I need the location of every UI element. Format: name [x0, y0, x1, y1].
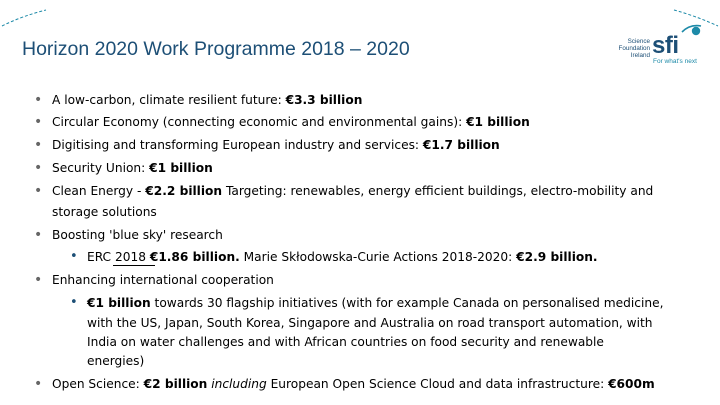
bullet-amount: €2 billion	[143, 377, 208, 391]
bullet-amount: €1 billion	[149, 161, 213, 175]
bullet-item-7: Enhancing international cooperation	[52, 273, 274, 287]
sub-bullet-item-7-1-line-4: energies)	[87, 354, 145, 368]
bullet-text: Targeting: renewables, energy efficient buildings, electro-mobility and	[222, 184, 654, 198]
sub-bullet-item-7-1	[87, 295, 663, 311]
bullet-text: Circular Economy (connecting economic and environmental gains):	[52, 115, 467, 129]
bullet-item-5	[52, 183, 653, 199]
bullet-amount: €2.2 billion	[145, 184, 223, 198]
bullet-italic-text: including	[207, 377, 267, 391]
bullet-item-4	[52, 160, 213, 176]
org-line-1: Science	[627, 38, 650, 45]
bullet-marker: •	[34, 183, 43, 199]
bullet-item-6: Boosting 'blue sky' research	[52, 228, 223, 242]
bullet-text: Marie Skłodowska-Curie Actions 2018-2020:	[239, 250, 517, 264]
bullet-amount: €600m	[608, 377, 655, 391]
bullet-marker: •	[34, 137, 43, 153]
bullet-marker: •	[34, 92, 43, 108]
bullet-marker: •	[34, 227, 43, 243]
bullet-text: Security Union:	[52, 161, 150, 175]
sub-bullet-item-7-1-line-3: India on water challenges and with African countries on food security and renewable	[87, 335, 604, 349]
sub-bullet-item-6-1	[87, 249, 598, 265]
bullet-text: A low-carbon, climate resilient future:	[52, 93, 286, 107]
bullet-amount: €1 billion	[466, 115, 530, 129]
bullet-text: European Open Science Cloud and data infrastructure:	[266, 377, 609, 391]
bullet-marker: •	[34, 376, 43, 392]
bullet-marker: •	[34, 272, 43, 288]
org-line-3: Ireland	[630, 52, 650, 60]
strikethrough-line	[113, 265, 155, 266]
bullet-amount: €2.9 billion.	[516, 250, 598, 264]
bullet-item-8	[52, 376, 655, 392]
sub-bullet-marker: •	[70, 295, 78, 310]
bullet-marker: •	[34, 160, 43, 176]
sfi-brand: sfi	[652, 32, 679, 59]
bullet-amount: €3.3 billion	[285, 93, 363, 107]
bullet-text: Digitising and transforming European industry and services:	[52, 138, 423, 152]
sfi-tagline: For what's next	[653, 58, 697, 65]
bullet-item-1	[52, 92, 362, 108]
bullet-text: Open Science:	[52, 377, 144, 391]
bullet-text: Clean Energy -	[52, 184, 146, 198]
sub-bullet-item-7-1-line-2: with the US, Japan, South Korea, Singapore and Australia on road transport automation, with	[87, 316, 653, 330]
sub-bullet-marker: •	[70, 249, 78, 264]
bullet-item-3	[52, 137, 500, 153]
bullet-item-5-continued: storage solutions	[52, 205, 157, 219]
slide-title: Horizon 2020 Work Programme 2018 – 2020	[22, 38, 410, 60]
bullet-amount: €1.86 billion.	[149, 250, 240, 264]
bullet-amount: €1 billion	[87, 296, 151, 310]
bullet-text: ERC 2018	[87, 250, 150, 264]
bullet-text: towards 30 flagship initiatives (with for example Canada on personalised medicine,	[150, 296, 664, 310]
bullet-item-2	[52, 114, 530, 130]
org-line-2: Foundation	[618, 45, 650, 53]
bullet-amount: €1.7 billion	[422, 138, 500, 152]
bullet-marker: •	[34, 114, 43, 130]
